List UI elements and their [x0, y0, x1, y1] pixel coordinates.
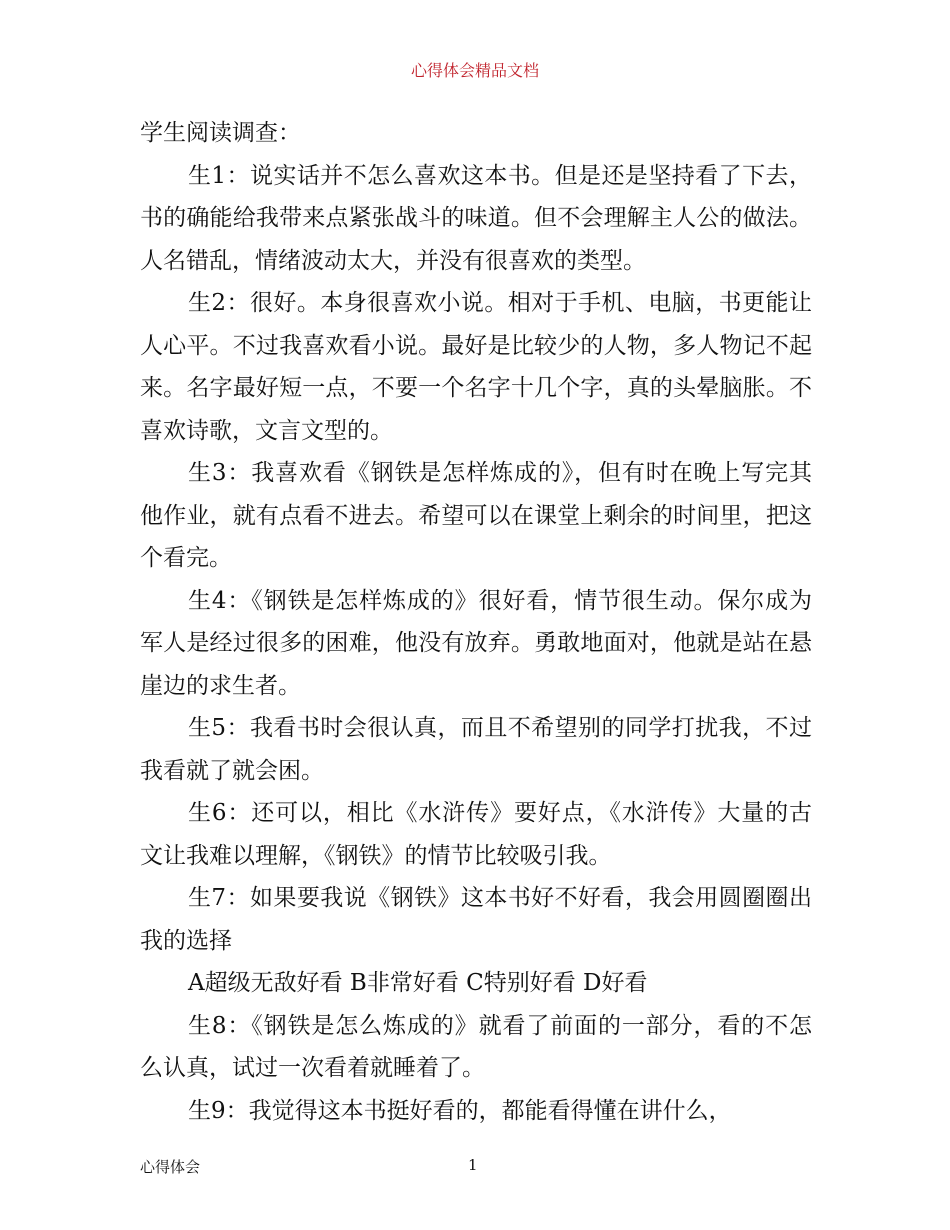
student-response-2: 生2：很好。本身很喜欢小说。相对于手机、电脑，书更能让人心平。不过我喜欢看小说。最好是比较少的人物，多人物记不起来。名字最好短一点，不要一个名字十几个字，真的头晕脑胀。不喜欢诗歌，文言文型的。	[140, 290, 812, 444]
survey-heading: 学生阅读调查：	[140, 120, 301, 146]
footer-label: 心得体会	[140, 1158, 201, 1176]
page-number: 1	[468, 1156, 478, 1174]
student-response-9: 生9：我觉得这本书挺好看的，都能看得懂在讲什么，	[188, 1097, 732, 1124]
student-response-3: 生3：我喜欢看《钢铁是怎样炼成的》，但有时在晚上写完其他作业，就有点看不进去。希望可以在课堂上剩余的时间里，把这个看完。	[140, 460, 812, 571]
student-response-5: 生5：我看书时会很认真，而且不希望别的同学打扰我，不过我看就了就会困。	[140, 715, 812, 784]
document-body	[140, 112, 812, 1132]
student-response-1: 生1：说实话并不怎么喜欢这本书。但是还是坚持看了下去，书的确能给我带来点紧张战斗的味道。但不会理解主人公的做法。人名错乱，情绪波动太大，并没有很喜欢的类型。	[140, 162, 812, 274]
student-response-7: 生7：如果要我说《钢铁》这本书好不好看，我会用圆圈圈出我的选择	[140, 885, 812, 954]
student-response-8: 生8：《钢铁是怎么炼成的》就看了前面的一部分，看的不怎么认真，试过一次看着就睡着了。	[140, 1012, 812, 1081]
header-title: 心得体会精品文档	[410, 61, 539, 80]
student-response-4: 生4：《钢铁是怎样炼成的》很好看，情节很生动。保尔成为军人是经过很多的困难，他没有放弃。勇敢地面对，他就是站在悬崖边的求生者。	[140, 587, 812, 699]
student-response-6: 生6：还可以，相比《水浒传》要好点，《水浒传》大量的古文让我难以理解，《钢铁》的情节比较吸引我。	[140, 800, 812, 869]
rating-options: A超级无敌好看 B非常好看 C特别好看 D好看	[188, 970, 648, 996]
